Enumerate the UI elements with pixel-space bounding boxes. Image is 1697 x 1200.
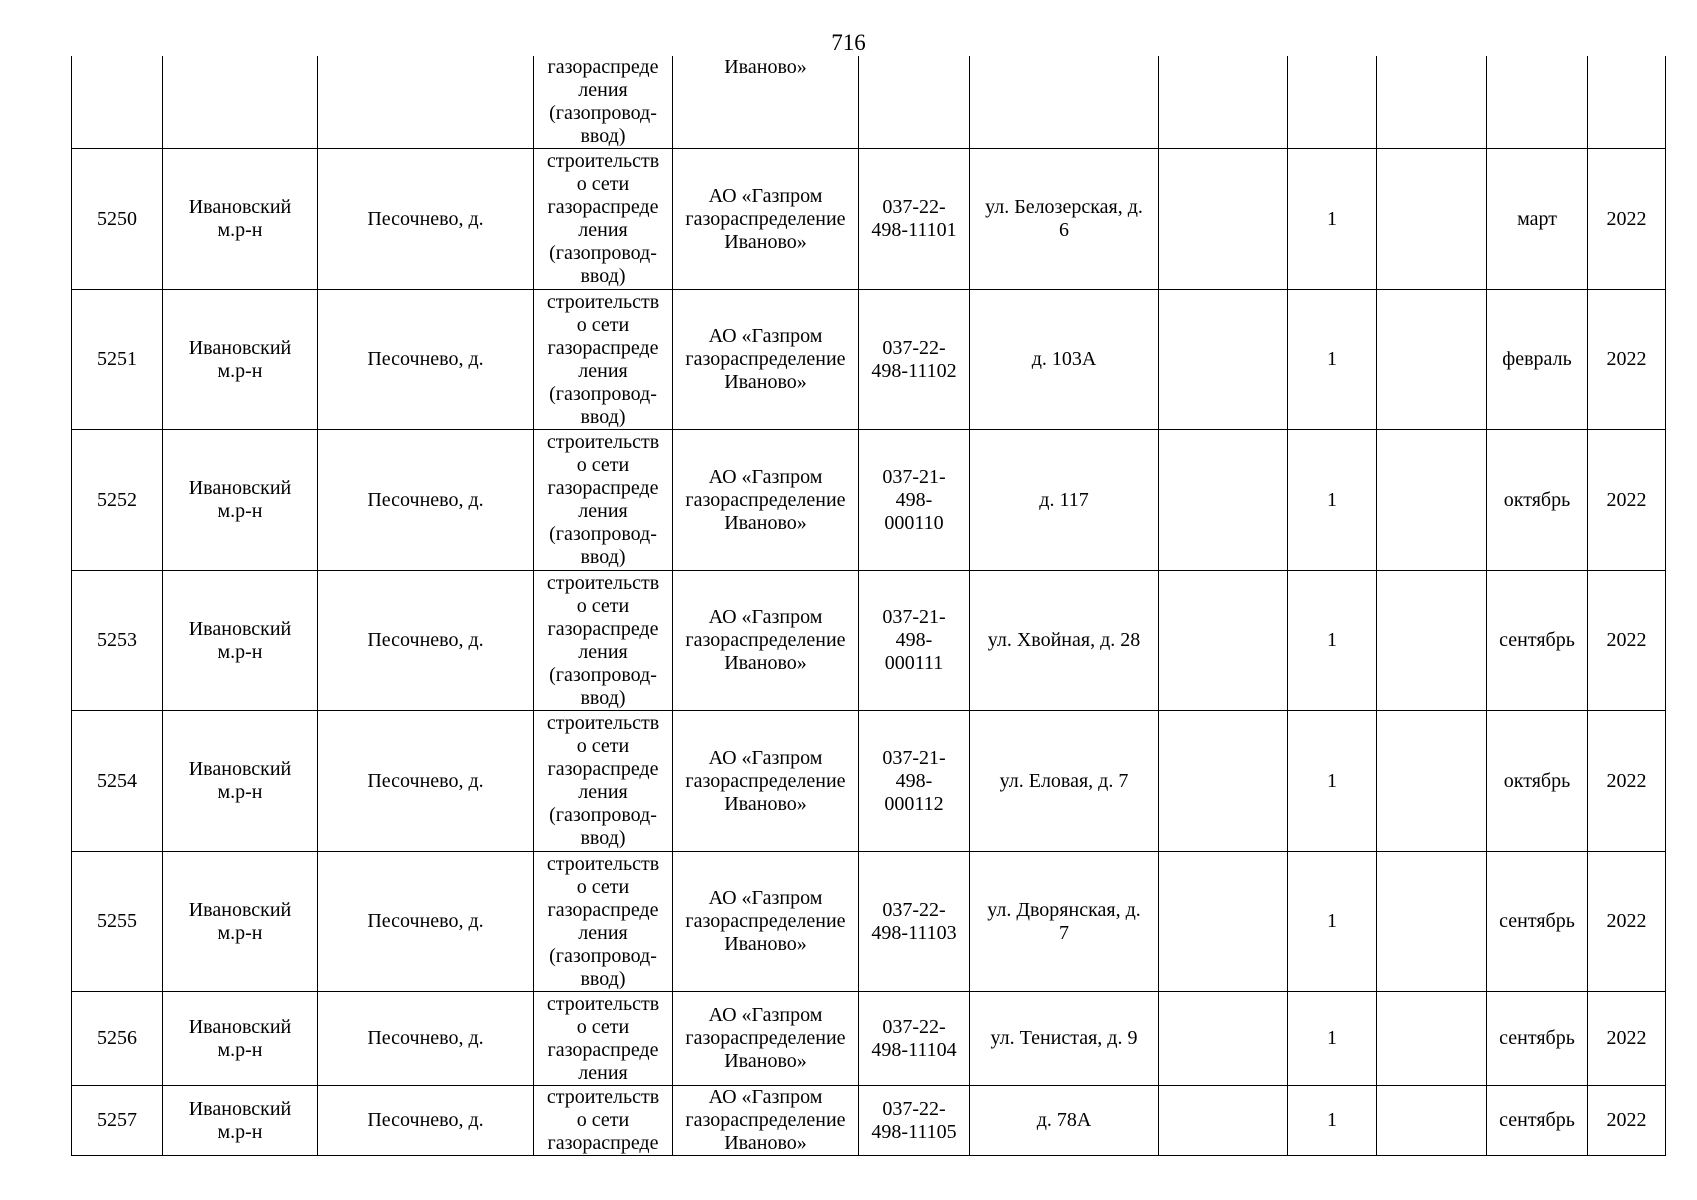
cell-work-type: строительств о сети газораспреде xyxy=(534,1086,673,1156)
cell-number: 5251 xyxy=(72,290,163,430)
cell-settlement: Песочнево, д. xyxy=(318,571,534,711)
cell-empty xyxy=(1159,711,1288,852)
cell-district: Ивановский м.р-н xyxy=(163,571,318,711)
cell-number: 5253 xyxy=(72,571,163,711)
cell-object-code: 037-22- 498-11102 xyxy=(859,290,970,430)
cell-settlement xyxy=(318,56,534,149)
cell-number: 5254 xyxy=(72,711,163,852)
cell-settlement: Песочнево, д. xyxy=(318,852,534,992)
cell-settlement: Песочнево, д. xyxy=(318,711,534,852)
cell-organization: АО «Газпром газораспределение Иваново» xyxy=(673,1086,859,1156)
cell-empty xyxy=(1377,430,1487,571)
table-row xyxy=(72,1086,1666,1156)
table-row xyxy=(72,430,1666,571)
cell-empty xyxy=(1377,852,1487,992)
cell-object-code: 037-22- 498-11104 xyxy=(859,992,970,1086)
cell-empty xyxy=(1159,290,1288,430)
cell-empty xyxy=(1377,571,1487,711)
cell-organization: Иваново» xyxy=(673,56,859,149)
cell-work-type: строительств о сети газораспреде ления (газопровод- ввод) xyxy=(534,571,673,711)
cell-month: октябрь xyxy=(1487,711,1588,852)
cell-month: март xyxy=(1487,149,1588,290)
cell-settlement: Песочнево, д. xyxy=(318,290,534,430)
cell-address: д. 78А xyxy=(970,1086,1159,1156)
cell-year: 2022 xyxy=(1588,1086,1666,1156)
cell-district: Ивановский м.р-н xyxy=(163,149,318,290)
cell-number: 5255 xyxy=(72,852,163,992)
cell-quantity: 1 xyxy=(1288,852,1377,992)
cell-year: 2022 xyxy=(1588,430,1666,571)
table-row xyxy=(72,149,1666,290)
cell-address: д. 117 xyxy=(970,430,1159,571)
cell-month: сентябрь xyxy=(1487,571,1588,711)
cell-empty xyxy=(1377,149,1487,290)
cell-address: ул. Еловая, д. 7 xyxy=(970,711,1159,852)
cell-address: ул. Дворянская, д. 7 xyxy=(970,852,1159,992)
cell-number: 5256 xyxy=(72,992,163,1086)
cell-empty xyxy=(1159,430,1288,571)
cell-empty xyxy=(1159,56,1288,149)
cell-number: 5252 xyxy=(72,430,163,571)
cell-year: 2022 xyxy=(1588,149,1666,290)
cell-object-code: 037-22- 498-11103 xyxy=(859,852,970,992)
cell-month: октябрь xyxy=(1487,430,1588,571)
cell-address: ул. Хвойная, д. 28 xyxy=(970,571,1159,711)
cell-settlement: Песочнево, д. xyxy=(318,430,534,571)
cell-work-type: строительств о сети газораспреде ления xyxy=(534,992,673,1086)
cell-settlement: Песочнево, д. xyxy=(318,149,534,290)
cell-settlement: Песочнево, д. xyxy=(318,992,534,1086)
cell-number: 5250 xyxy=(72,149,163,290)
cell-empty xyxy=(1377,992,1487,1086)
cell-organization: АО «Газпром газораспределение Иваново» xyxy=(673,711,859,852)
cell-work-type: строительств о сети газораспреде ления (газопровод- ввод) xyxy=(534,149,673,290)
cell-number: 5257 xyxy=(72,1086,163,1156)
cell-object-code: 037-22- 498-11101 xyxy=(859,149,970,290)
cell-organization: АО «Газпром газораспределение Иваново» xyxy=(673,290,859,430)
cell-year: 2022 xyxy=(1588,711,1666,852)
cell-quantity: 1 xyxy=(1288,571,1377,711)
cell-organization: АО «Газпром газораспределение Иваново» xyxy=(673,149,859,290)
cell-district: Ивановский м.р-н xyxy=(163,711,318,852)
cell-object-code xyxy=(859,56,970,149)
cell-year: 2022 xyxy=(1588,571,1666,711)
cell-object-code: 037-22- 498-11105 xyxy=(859,1086,970,1156)
cell-address xyxy=(970,56,1159,149)
cell-quantity: 1 xyxy=(1288,149,1377,290)
cell-district: Ивановский м.р-н xyxy=(163,1086,318,1156)
cell-empty xyxy=(1377,56,1487,149)
cell-month xyxy=(1487,56,1588,149)
cell-quantity: 1 xyxy=(1288,430,1377,571)
cell-quantity: 1 xyxy=(1288,1086,1377,1156)
cell-work-type: строительств о сети газораспреде ления (газопровод- ввод) xyxy=(534,430,673,571)
cell-empty xyxy=(1159,1086,1288,1156)
cell-quantity: 1 xyxy=(1288,992,1377,1086)
cell-district: Ивановский м.р-н xyxy=(163,290,318,430)
cell-work-type: газораспреде ления (газопровод- ввод) xyxy=(534,56,673,149)
cell-district: Ивановский м.р-н xyxy=(163,852,318,992)
cell-object-code: 037-21- 498- 000111 xyxy=(859,571,970,711)
cell-object-code: 037-21- 498- 000110 xyxy=(859,430,970,571)
cell-organization: АО «Газпром газораспределение Иваново» xyxy=(673,852,859,992)
cell-quantity: 1 xyxy=(1288,711,1377,852)
cell-empty xyxy=(1377,711,1487,852)
cell-organization: АО «Газпром газораспределение Иваново» xyxy=(673,992,859,1086)
table-row xyxy=(72,571,1666,711)
table-row-continued xyxy=(72,56,1666,149)
cell-empty xyxy=(1159,571,1288,711)
gas-network-table xyxy=(71,56,1666,1156)
cell-district: Ивановский м.р-н xyxy=(163,430,318,571)
cell-work-type: строительств о сети газораспреде ления (газопровод- ввод) xyxy=(534,290,673,430)
table-row xyxy=(72,290,1666,430)
cell-empty xyxy=(1377,290,1487,430)
cell-work-type: строительств о сети газораспреде ления (газопровод- ввод) xyxy=(534,852,673,992)
cell-number xyxy=(72,56,163,149)
cell-quantity: 1 xyxy=(1288,290,1377,430)
cell-month: сентябрь xyxy=(1487,1086,1588,1156)
cell-month: февраль xyxy=(1487,290,1588,430)
cell-address: ул. Белозерская, д. 6 xyxy=(970,149,1159,290)
cell-address: д. 103А xyxy=(970,290,1159,430)
cell-quantity xyxy=(1288,56,1377,149)
cell-year: 2022 xyxy=(1588,852,1666,992)
table-row xyxy=(72,852,1666,992)
cell-district xyxy=(163,56,318,149)
cell-district: Ивановский м.р-н xyxy=(163,992,318,1086)
cell-address: ул. Тенистая, д. 9 xyxy=(970,992,1159,1086)
cell-work-type: строительств о сети газораспреде ления (газопровод- ввод) xyxy=(534,711,673,852)
cell-empty xyxy=(1377,1086,1487,1156)
cell-empty xyxy=(1159,992,1288,1086)
cell-object-code: 037-21- 498- 000112 xyxy=(859,711,970,852)
cell-settlement: Песочнево, д. xyxy=(318,1086,534,1156)
cell-year: 2022 xyxy=(1588,992,1666,1086)
cell-year xyxy=(1588,56,1666,149)
table-row xyxy=(72,992,1666,1086)
cell-year: 2022 xyxy=(1588,290,1666,430)
cell-month: сентябрь xyxy=(1487,852,1588,992)
cell-organization: АО «Газпром газораспределение Иваново» xyxy=(673,430,859,571)
cell-empty xyxy=(1159,149,1288,290)
cell-organization: АО «Газпром газораспределение Иваново» xyxy=(673,571,859,711)
cell-month: сентябрь xyxy=(1487,992,1588,1086)
page-number: 716 xyxy=(831,30,866,55)
cell-empty xyxy=(1159,852,1288,992)
table-row xyxy=(72,711,1666,852)
